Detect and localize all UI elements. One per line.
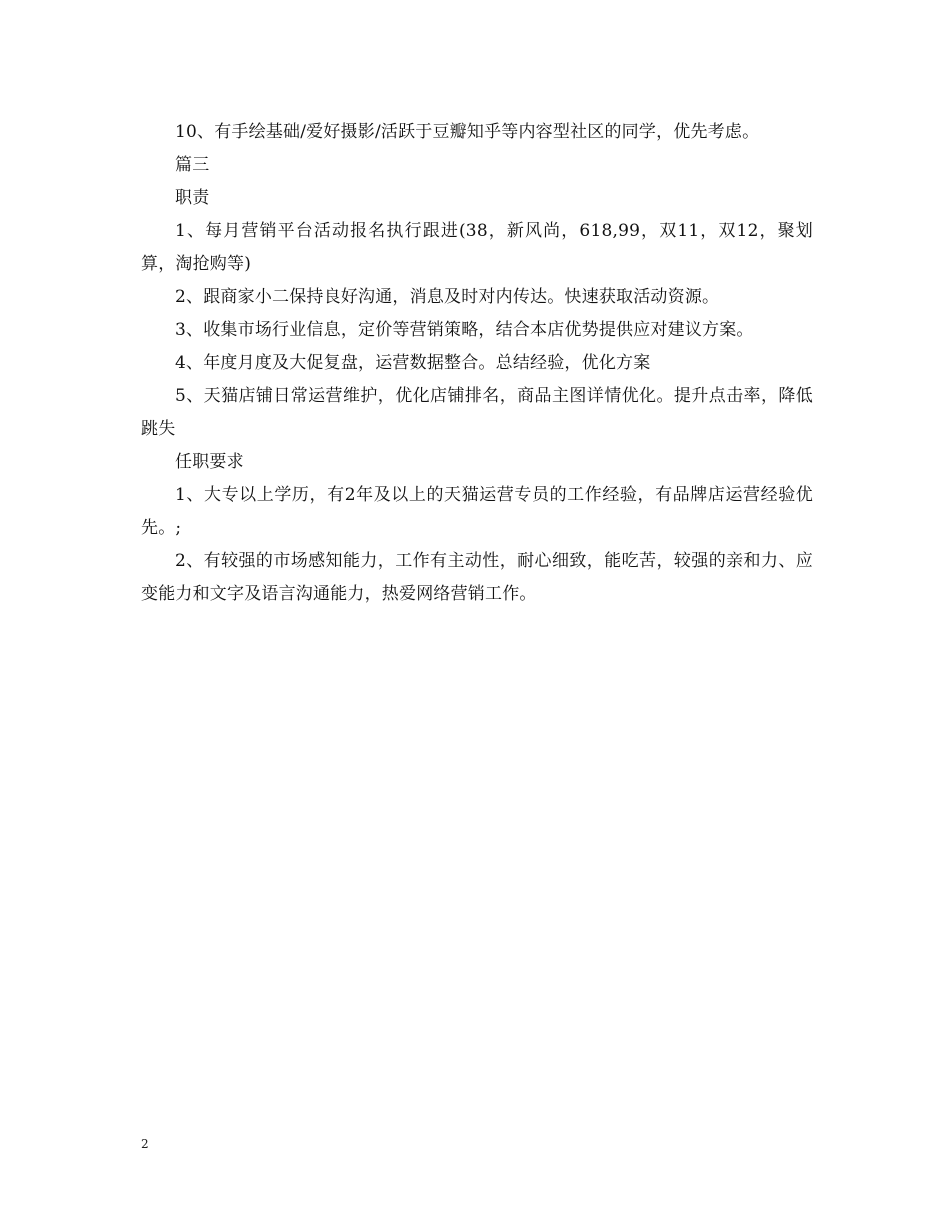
paragraph-duty-4: 4、年度月度及大促复盘，运营数据整合。总结经验，优化方案 (175, 353, 651, 373)
paragraph-requirement-1: 1、大专以上学历，有2年及以上的天猫运营专员的工作经验，有品牌店运营经验优先。; (141, 485, 813, 538)
page-number: 2 (141, 1137, 149, 1151)
section-heading-duties: 职责 (175, 188, 210, 208)
paragraph-requirement-2: 2、有较强的市场感知能力，工作有主动性，耐心细致，能吃苦，较强的亲和力、应变能力和文字及语言沟通能力，热爱网络营销工作。 (141, 551, 813, 604)
section-heading-requirements: 任职要求 (175, 452, 244, 472)
document-body (141, 116, 813, 611)
paragraph-duty-1: 1、每月营销平台活动报名执行跟进(38，新风尚，618,99，双11，双12，聚划算，淘抢购等) (141, 221, 813, 274)
paragraph-requirement-10: 10、有手绘基础/爱好摄影/活跃于豆瓣知乎等内容型社区的同学，优先考虑。 (175, 122, 760, 142)
section-heading-part-three: 篇三 (175, 155, 210, 175)
paragraph-duty-2: 2、跟商家小二保持良好沟通，消息及时对内传达。快速获取活动资源。 (175, 287, 720, 307)
paragraph-duty-5: 5、天猫店铺日常运营维护，优化店铺排名，商品主图详情优化。提升点击率，降低跳失 (141, 386, 813, 439)
paragraph-duty-3: 3、收集市场行业信息，定价等营销策略，结合本店优势提供应对建议方案。 (175, 320, 754, 340)
